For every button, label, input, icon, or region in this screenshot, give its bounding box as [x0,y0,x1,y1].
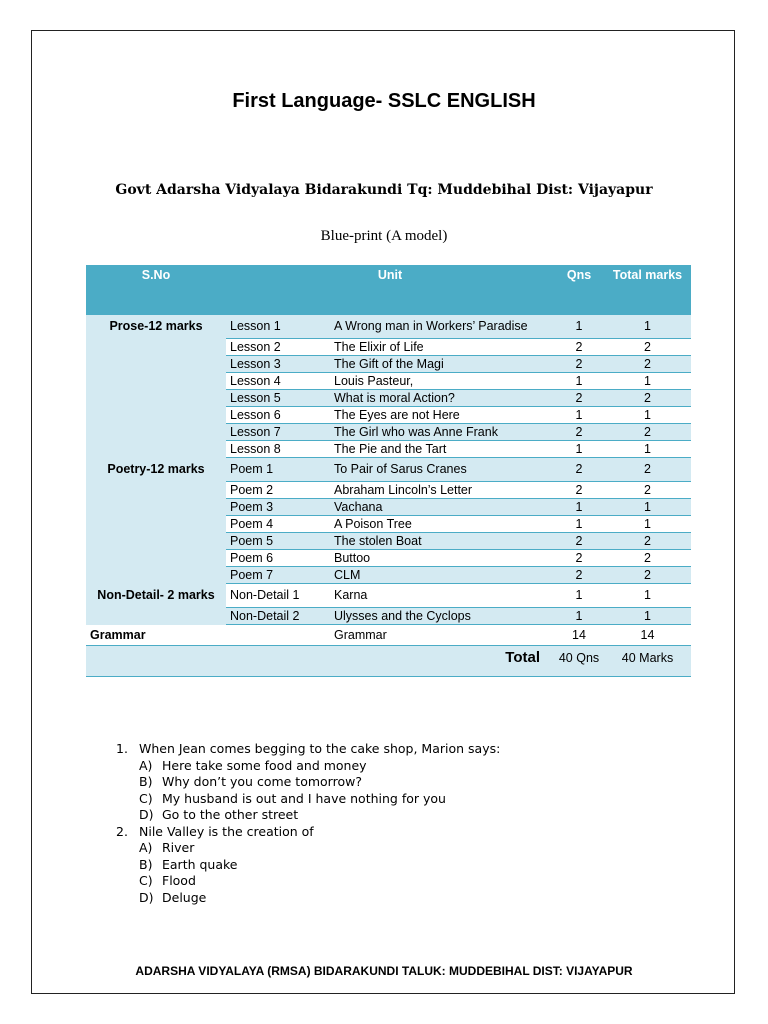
page-title: First Language- SSLC ENGLISH [232,90,536,112]
option-letter: A) [139,840,153,855]
option-item [116,807,500,824]
qns-cell: 2 [554,533,604,550]
title-cell: Buttoo [330,550,554,567]
option-text: Go to the other street [162,807,299,822]
marks-cell: 1 [604,407,691,424]
qns-cell: 1 [554,499,604,516]
lesson-cell: Lesson 6 [226,407,330,424]
option-item [116,774,500,791]
option-text: Deluge [162,889,207,905]
qns-cell: 2 [554,550,604,567]
qns-cell: 1 [554,373,604,390]
qns-cell: 2 [554,458,604,482]
title-cell: Vachana [330,499,554,516]
marks-cell: 1 [604,373,691,390]
marks-cell: 1 [604,584,691,608]
question-item [116,741,500,758]
qns-cell: 1 [554,441,604,458]
title-cell: The Eyes are not Here [330,407,554,424]
title-cell: Karna [330,584,554,608]
title-cell: Ulysses and the Cyclops [330,608,554,625]
question-text: When Jean comes begging to the cake shop, Marion says: [139,741,501,756]
lesson-cell: Lesson 3 [226,356,330,373]
school-name: Govt Adarsha Vidyalaya Bidarakundi Tq: Muddebihal Dist: Vijayapur [115,182,653,198]
option-item [116,758,500,775]
qns-cell: 1 [554,608,604,625]
question-text: Nile Valley is the creation of [139,823,314,839]
title-cell: Louis Pasteur, [330,373,554,390]
title-cell: What is moral Action? [330,390,554,407]
lesson-cell: Lesson 2 [226,339,330,356]
option-item [116,857,500,874]
qns-cell: 2 [554,482,604,499]
option-text: My husband is out and I have nothing for you [162,790,446,806]
total-row [86,646,691,677]
title-cell: To Pair of Sarus Cranes [330,458,554,482]
option-item [116,890,500,907]
marks-cell: 2 [604,390,691,407]
question-number: 1. [116,741,128,756]
title-cell: A Wrong man in Workers’ Paradise [330,315,554,339]
option-item [116,873,500,890]
lesson-cell: Poem 1 [226,458,330,482]
option-text: River [162,840,195,855]
marks-cell: 2 [604,567,691,584]
option-text: Flood [162,873,196,888]
question-list [116,741,500,906]
lesson-cell: Poem 4 [226,516,330,533]
option-letter: C) [139,790,153,806]
option-text: Why don’t you come tomorrow? [162,774,362,789]
qns-cell: 1 [554,407,604,424]
option-letter: A) [139,757,153,773]
title-cell: The Elixir of Life [330,339,554,356]
header-qns: Qns [554,265,604,315]
option-letter: B) [139,774,153,789]
marks-cell: 2 [604,533,691,550]
grammar-label: Grammar [86,625,226,646]
total-marks-cell: 40 Marks [604,646,691,677]
option-text: Here take some food and money [162,757,367,773]
blueprint-table [86,265,691,677]
header-sno: S.No [86,265,226,315]
category-label: Poetry-12 marks [86,458,226,584]
qns-cell: 1 [554,516,604,533]
qns-cell: 2 [554,424,604,441]
qns-cell: 1 [554,584,604,608]
lesson-cell: Lesson 5 [226,390,330,407]
title-cell: The Girl who was Anne Frank [330,424,554,441]
lesson-cell: Non-Detail 1 [226,584,330,608]
lesson-cell: Non-Detail 2 [226,608,330,625]
grammar-qns-cell: 14 [554,625,604,646]
grammar-row [86,625,691,646]
category-label: Prose-12 marks [86,315,226,458]
marks-cell: 2 [604,482,691,499]
marks-cell: 1 [604,441,691,458]
header-total-marks: Total marks [604,265,691,315]
option-letter: B) [139,856,153,872]
lesson-cell: Lesson 1 [226,315,330,339]
marks-cell: 2 [604,356,691,373]
blueprint-subtitle: Blue-print (A model) [320,228,448,244]
marks-cell: 1 [604,608,691,625]
grammar-marks-cell: 14 [604,625,691,646]
option-item [116,840,500,857]
title-cell: The Pie and the Tart [330,441,554,458]
grammar-lesson-cell [226,625,330,646]
table-row [86,584,691,608]
marks-cell: 2 [604,424,691,441]
total-label: Total [86,646,554,677]
grammar-title-cell: Grammar [330,625,554,646]
qns-cell: 1 [554,315,604,339]
question-number: 2. [116,823,128,839]
lesson-cell: Lesson 8 [226,441,330,458]
lesson-cell: Lesson 4 [226,373,330,390]
lesson-cell: Lesson 7 [226,424,330,441]
marks-cell: 1 [604,516,691,533]
option-text: Earth quake [162,856,238,872]
lesson-cell: Poem 3 [226,499,330,516]
marks-cell: 2 [604,458,691,482]
qns-cell: 2 [554,567,604,584]
table-header-row [86,265,691,315]
title-cell: Abraham Lincoln’s Letter [330,482,554,499]
option-letter: C) [139,873,153,888]
option-item [116,791,500,808]
question-item [116,824,500,841]
total-qns-cell: 40 Qns [554,646,604,677]
title-cell: CLM [330,567,554,584]
table-row [86,315,691,339]
title-cell: The Gift of the Magi [330,356,554,373]
page-footer: ADARSHA VIDYALAYA (RMSA) BIDARAKUNDI TALUK: MUDDEBIHAL DIST: VIJAYAPUR [135,964,633,978]
option-letter: D) [139,807,154,822]
qns-cell: 2 [554,339,604,356]
option-letter: D) [139,889,154,905]
marks-cell: 2 [604,339,691,356]
qns-cell: 2 [554,356,604,373]
header-unit: Unit [226,265,554,315]
lesson-cell: Poem 7 [226,567,330,584]
lesson-cell: Poem 2 [226,482,330,499]
marks-cell: 1 [604,499,691,516]
lesson-cell: Poem 5 [226,533,330,550]
title-cell: A Poison Tree [330,516,554,533]
marks-cell: 2 [604,550,691,567]
qns-cell: 2 [554,390,604,407]
category-label: Non-Detail- 2 marks [86,584,226,625]
table-row [86,458,691,482]
marks-cell: 1 [604,315,691,339]
lesson-cell: Poem 6 [226,550,330,567]
title-cell: The stolen Boat [330,533,554,550]
